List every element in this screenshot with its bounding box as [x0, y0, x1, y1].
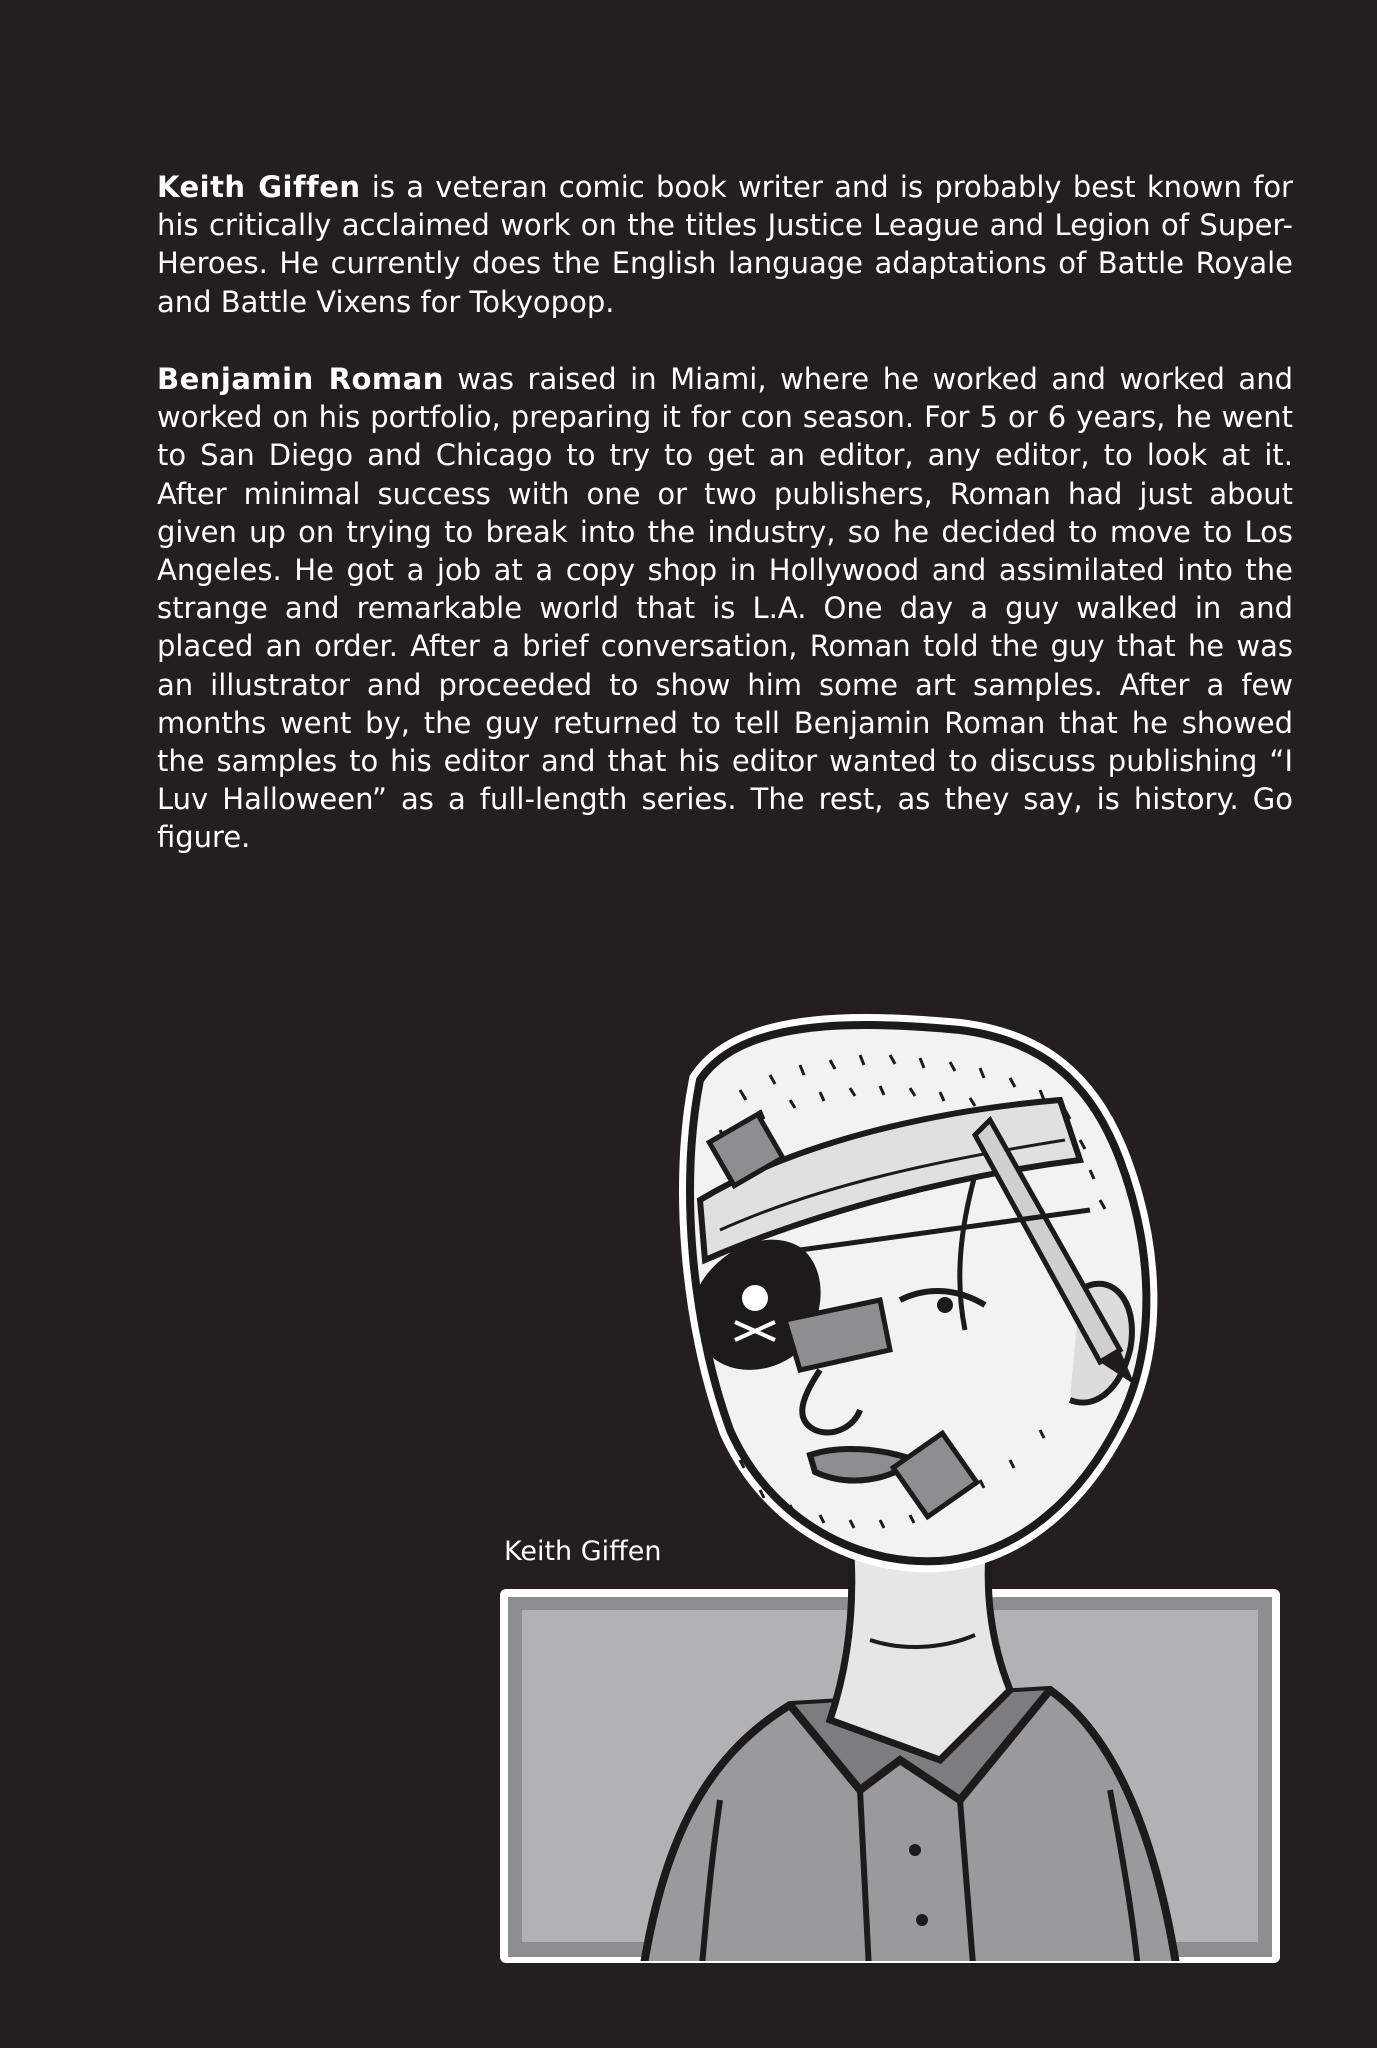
bio-name: Keith Giffen [157, 170, 361, 204]
portrait-caption: Keith Giffen [504, 1536, 662, 1567]
bio-text: is a veteran comic book writer and is probably best known for his critically acclaimed work on the titles Justice League and Legion of Super-Heroes. He currently does the English language adaptations of Battle Royale and Battle Vixens for Tokyopop. [157, 170, 1293, 319]
bio-name: Benjamin Roman [157, 362, 444, 396]
bio-text: was raised in Miami, where he worked and worked and worked on his portfolio, preparing it for con season. For 5 or 6 years, he went to San Diego and Chicago to try to get an editor, any editor, to look at it. After minimal success with one or two publishers, Roman had just about given up on trying to break into the industry, so he decided to move to Los Angeles. He got a job at a copy shop in Hollywood and assimilated into the strange and remarkable world that is L.A. One day a guy walked in and placed an order. After a brief conversation, Roman told the guy that he was an illustrator and proceeded to show him some art samples. After a few months went by, the guy returned to tell Benjamin Roman that he showed the samples to his editor and that his editor wanted to discuss publishing “I Luv Halloween” as a full-length series. The rest, as they say, is history. Go figure. [157, 362, 1293, 855]
